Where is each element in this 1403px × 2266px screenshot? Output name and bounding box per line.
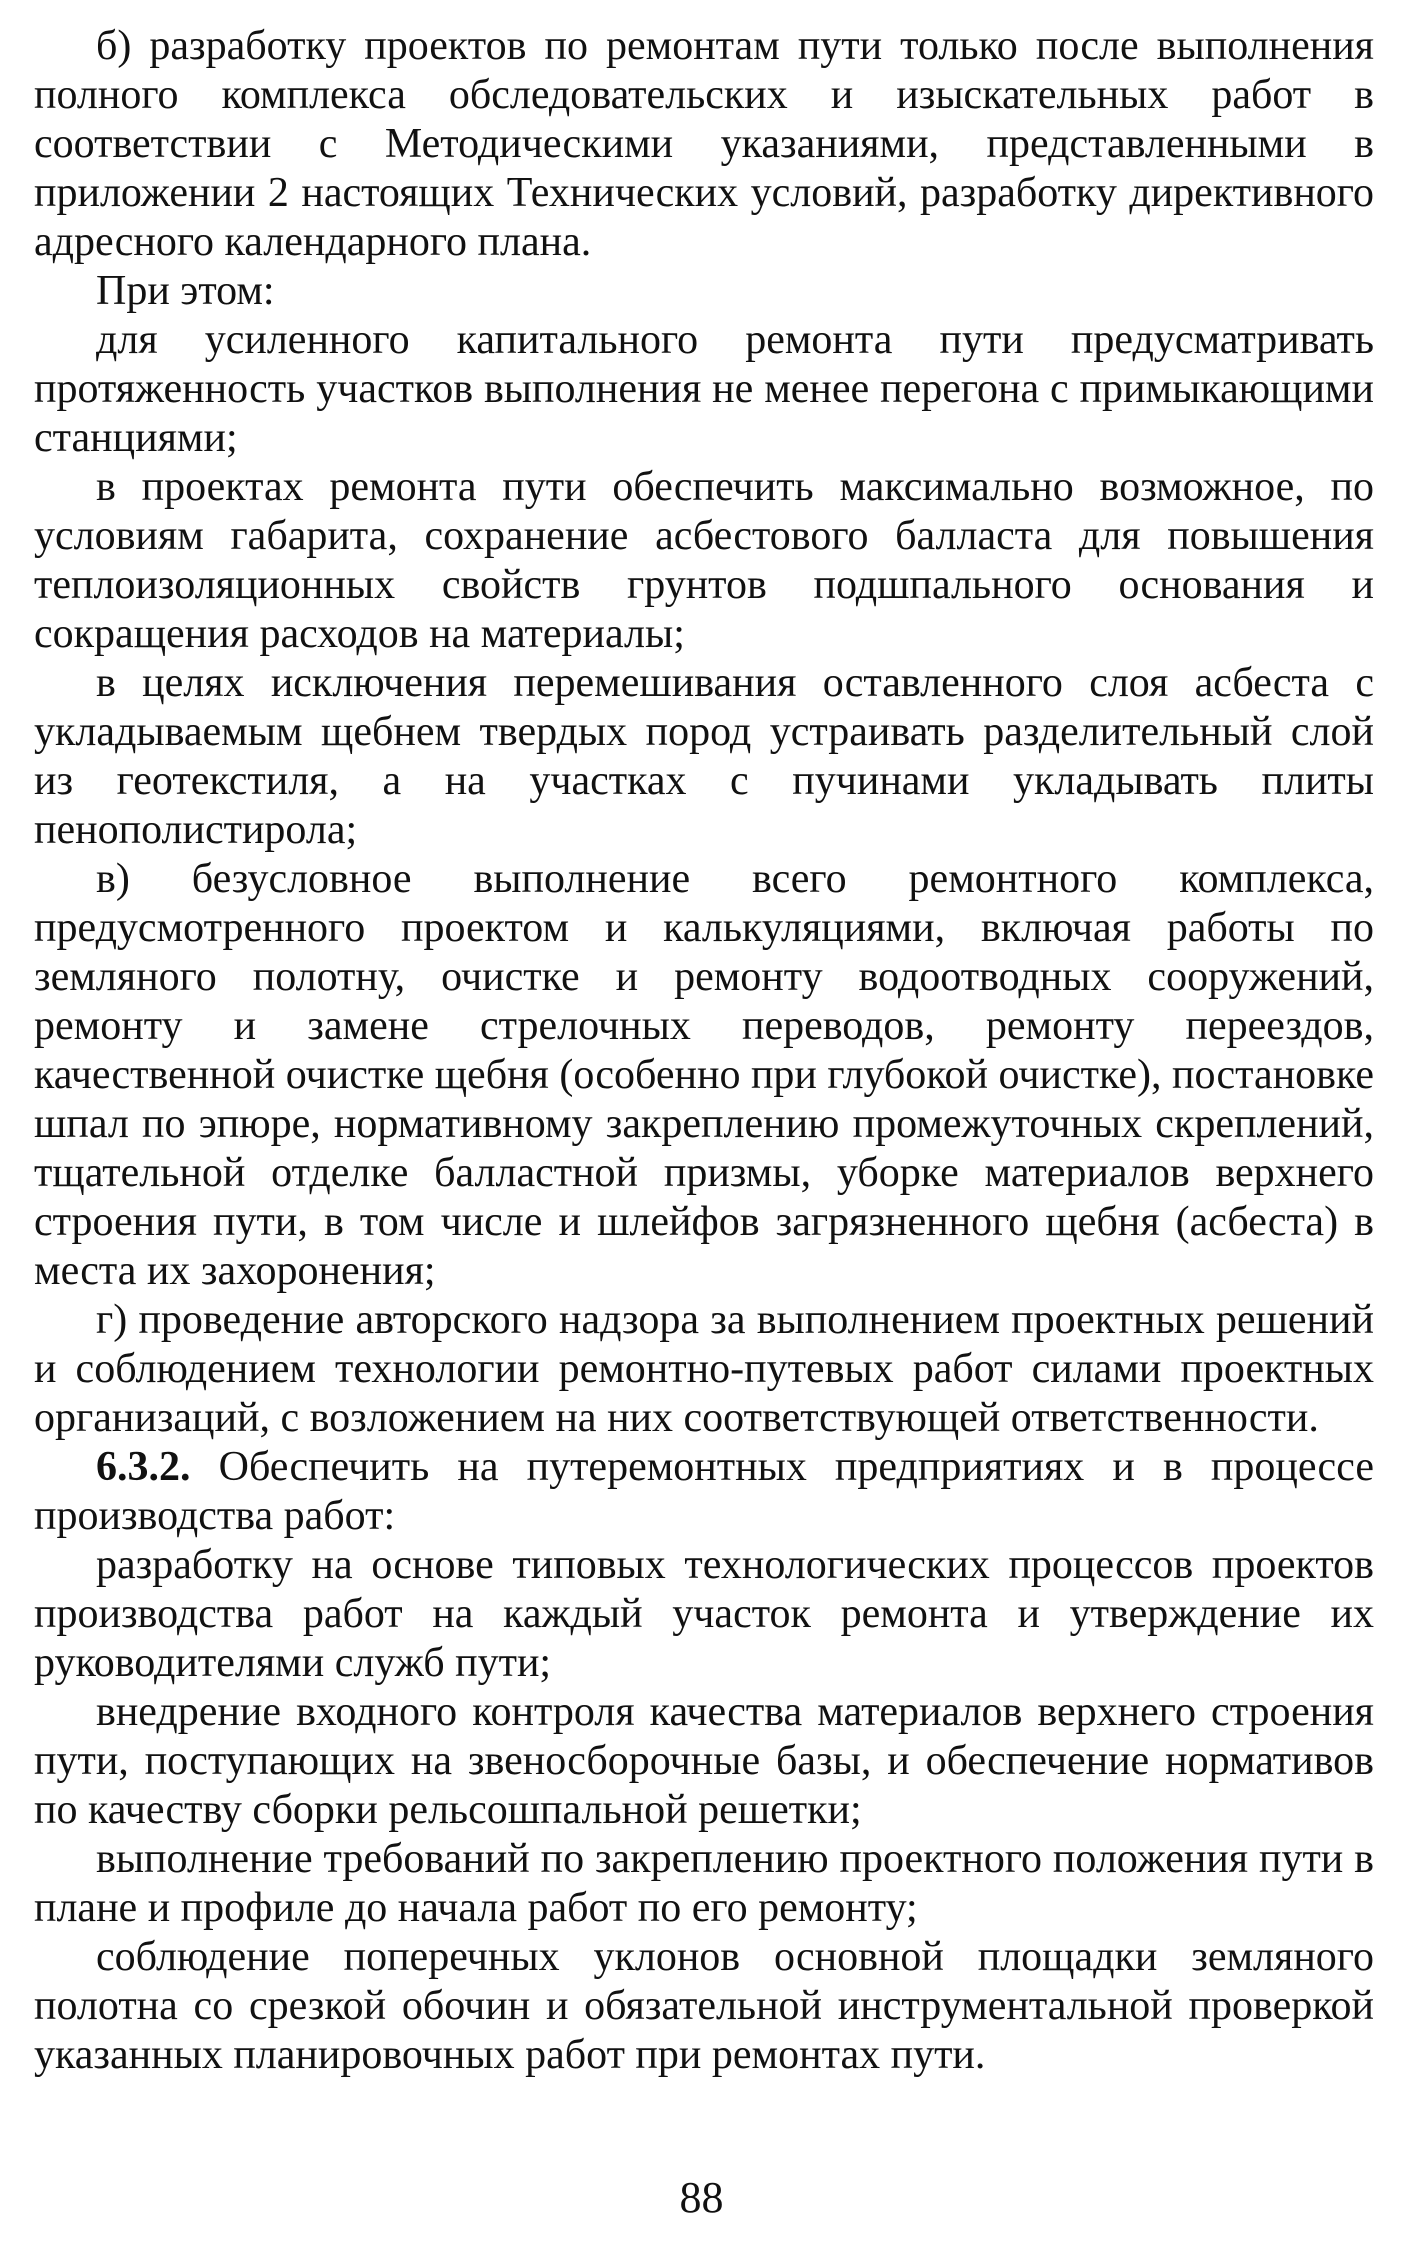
paragraph-usilenny-remont: для усиленного капитального ремонта пути предусматривать протяженность участков выполнения не менее перегона с примыкающими станциями; [34, 317, 1374, 461]
item-trebovaniya: выполнение требований по закреплению проектного положения пути в плане и профиле до начала работ по его ремонту; [34, 1836, 1374, 1931]
paragraph-b: б) разработку проектов по ремонтам пути только после выполнения полного комплекса обследовательских и изыскательных работ в соответствии с Методическими указаниями, представленными в приложении 2 настоящих Технических условий, разработку директивного адресного календарного плана. [34, 23, 1374, 265]
page-number: 88 [679, 2173, 724, 2222]
body-text [34, 22, 1374, 2080]
section-number: 6.3.2. [96, 1444, 191, 1490]
paragraph-tseli-isklyucheniya: в целях исключения перемешивания оставленного слоя асбеста с укладываемым щебнем твердых пород устраивать разделительный слой из геотекстиля, а на участках с пучинами укладывать плиты пенополистирола; [34, 660, 1374, 853]
item-razrabotka: разработку на основе типовых технологических процессов проектов производства работ на каждый участок ремонта и утверждение их руководителями служб пути; [34, 1542, 1374, 1686]
item-poperechnye-uklony: соблюдение поперечных уклонов основной площадки земляного полотна со срезкой обочин и обязательной инструментальной проверкой указанных планировочных работ при ремонтах пути. [34, 1934, 1374, 2078]
section-6-3-2 [34, 1443, 1374, 1541]
section-text: Обеспечить на путеремонтных предприятиях и в процессе производства работ: [34, 1444, 1374, 1539]
paragraph-pri-etom: При этом: [96, 268, 275, 314]
paragraph-proekty-remonta: в проектах ремонта пути обеспечить максимально возможное, по условиям габарита, сохранение асбестового балласта для повышения теплоизоляционных свойств грунтов подшпального основания и сокращения расходов на материалы; [34, 464, 1374, 657]
paragraph-g: г) проведение авторского надзора за выполнением проектных решений и соблюдением технологии ремонтно-путевых работ силами проектных организаций, с возложением на них соответствующей ответственности. [34, 1297, 1374, 1441]
paragraph-v: в) безусловное выполнение всего ремонтного комплекса, предусмотренного проектом и калькуляциями, включая работы по земляного полотну, очистке и ремонту водоотводных сооружений, ремонту и замене стрелочных переводов, ремонту переездов, качественной очистке щебня (особенно при глубокой очистке), постановке шпал по эпюре, нормативному закреплению промежуточных скреплений, тщательной отделке балластной призмы, уборке материалов верхнего строения пути, в том числе и шлейфов загрязненного щебня (асбеста) в места их захоронения; [34, 856, 1374, 1294]
item-vhodnoy-kontrol: внедрение входного контроля качества материалов верхнего строения пути, поступающих на звеносборочные базы, и обеспечение нормативов по качеству сборки рельсошпальной решетки; [34, 1689, 1374, 1833]
